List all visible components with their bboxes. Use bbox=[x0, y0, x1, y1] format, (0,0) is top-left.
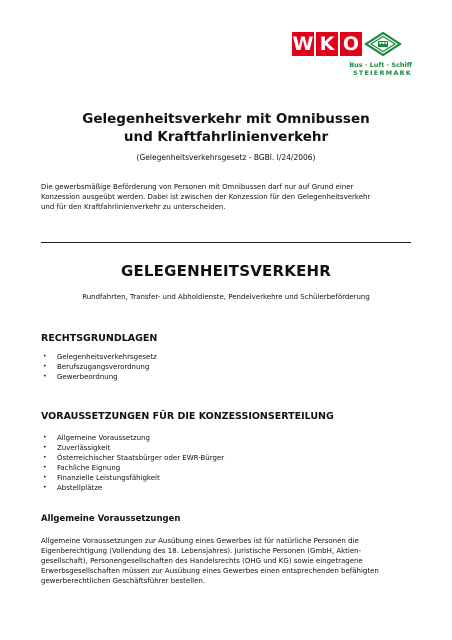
bullet-icon: • bbox=[43, 464, 47, 471]
list-item bbox=[41, 473, 224, 483]
intro-line: Die gewerbsmäßige Beförderung von Personen mit Omnibussen darf nur auf Grund einer bbox=[41, 183, 354, 191]
bullet-icon: • bbox=[43, 444, 47, 451]
paragraph-line: gewerberechtlichen Geschäftsführer bestellen. bbox=[41, 577, 206, 585]
list-item-text: Gelegenheitsverkehrsgesetz bbox=[57, 353, 157, 361]
bullet-icon: • bbox=[43, 373, 47, 380]
list-item-text: Finanzielle Leistungsfähigkeit bbox=[57, 474, 160, 482]
bullet-icon: • bbox=[43, 434, 47, 441]
intro-line: Konzession ausgeübt werden. Dabei ist zwischen der Konzession für den Gelegenheitsverkehr bbox=[41, 193, 371, 201]
list-item bbox=[41, 352, 157, 362]
bullet-icon: • bbox=[43, 454, 47, 461]
list-item bbox=[41, 372, 157, 382]
bullet-icon: • bbox=[43, 474, 47, 481]
bullet-icon: • bbox=[43, 353, 47, 360]
logo-division-line: Bus · Luft · Schiff bbox=[349, 61, 412, 69]
list-item-text: Gewerbeordnung bbox=[57, 373, 118, 381]
wko-traffic-emblem-icon bbox=[364, 32, 402, 56]
main-subheading: Rundfahrten, Transfer- und Abholdienste, Pendelverkehre und Schülerbeförderung bbox=[82, 293, 370, 301]
paragraph-line: gesellschaft), Personengesellschaften des Handelsrechts (OHG und KG) sowie eingetragene bbox=[41, 557, 363, 565]
list-item bbox=[41, 463, 224, 473]
list-rechtsgrundlagen bbox=[41, 352, 157, 382]
intro-paragraph bbox=[41, 182, 413, 212]
logo-letter-o: O bbox=[340, 32, 362, 56]
list-item-text: Abstellplätze bbox=[57, 484, 103, 492]
subsection-heading-allgemeine: Allgemeine Voraussetzungen bbox=[41, 514, 181, 524]
list-item bbox=[41, 483, 224, 493]
list-item bbox=[41, 453, 224, 463]
list-item-text: Fachliche Eignung bbox=[57, 464, 121, 472]
list-item-text: Allgemeine Voraussetzung bbox=[57, 434, 150, 442]
main-heading: GELEGENHEITSVERKEHR bbox=[120, 262, 332, 280]
paragraph-line: Allgemeine Voraussetzungen zur Ausübung eines Gewerbes ist für natürliche Personen die bbox=[41, 537, 359, 545]
list-item-text: Österreichischer Staatsbürger oder EWR-Bürger bbox=[57, 454, 225, 462]
list-item-text: Berufszugangsverordnung bbox=[57, 363, 150, 371]
title-line-1: Gelegenheitsverkehr mit Omnibussen bbox=[82, 111, 370, 127]
logo-letter-w: W bbox=[292, 32, 314, 55]
list-item bbox=[41, 433, 224, 443]
document-title bbox=[0, 110, 452, 146]
list-voraussetzungen bbox=[41, 433, 224, 493]
paragraph-line: Erwerbsgesellschaften müssen zur Ausübung eines Gewerbes einen entsprechenden befähigten bbox=[41, 567, 379, 575]
allgemeine-paragraph bbox=[41, 536, 413, 586]
section-heading-rechtsgrundlagen: RECHTSGRUNDLAGEN bbox=[41, 333, 158, 344]
wko-logo bbox=[292, 32, 416, 84]
title-line-2: und Kraftfahrlinienverkehr bbox=[123, 129, 329, 145]
law-reference: (Gelegenheitsverkehrsgesetz - BGBl. I/24/2006) bbox=[136, 153, 316, 162]
logo-subtitle bbox=[349, 61, 412, 77]
list-item-text: Zuverlässigkeit bbox=[57, 444, 111, 452]
intro-line: und für den Kraftfahrlinienverkehr zu unterscheiden. bbox=[41, 203, 226, 211]
divider bbox=[41, 242, 411, 243]
list-item bbox=[41, 362, 157, 372]
section-heading-voraussetzungen: VORAUSSETZUNGEN FÜR DIE KONZESSIONSERTEILUNG bbox=[41, 411, 334, 422]
logo-region-line: STEIERMARK bbox=[353, 69, 412, 77]
paragraph-line: Eigenberechtigung (Vollendung des 18. Lebensjahres). Juristische Personen (GmbH, Aktien- bbox=[41, 547, 362, 555]
bullet-icon: • bbox=[43, 363, 47, 370]
bullet-icon: • bbox=[43, 484, 47, 491]
logo-letter-k: K bbox=[316, 32, 338, 56]
list-item bbox=[41, 443, 224, 453]
